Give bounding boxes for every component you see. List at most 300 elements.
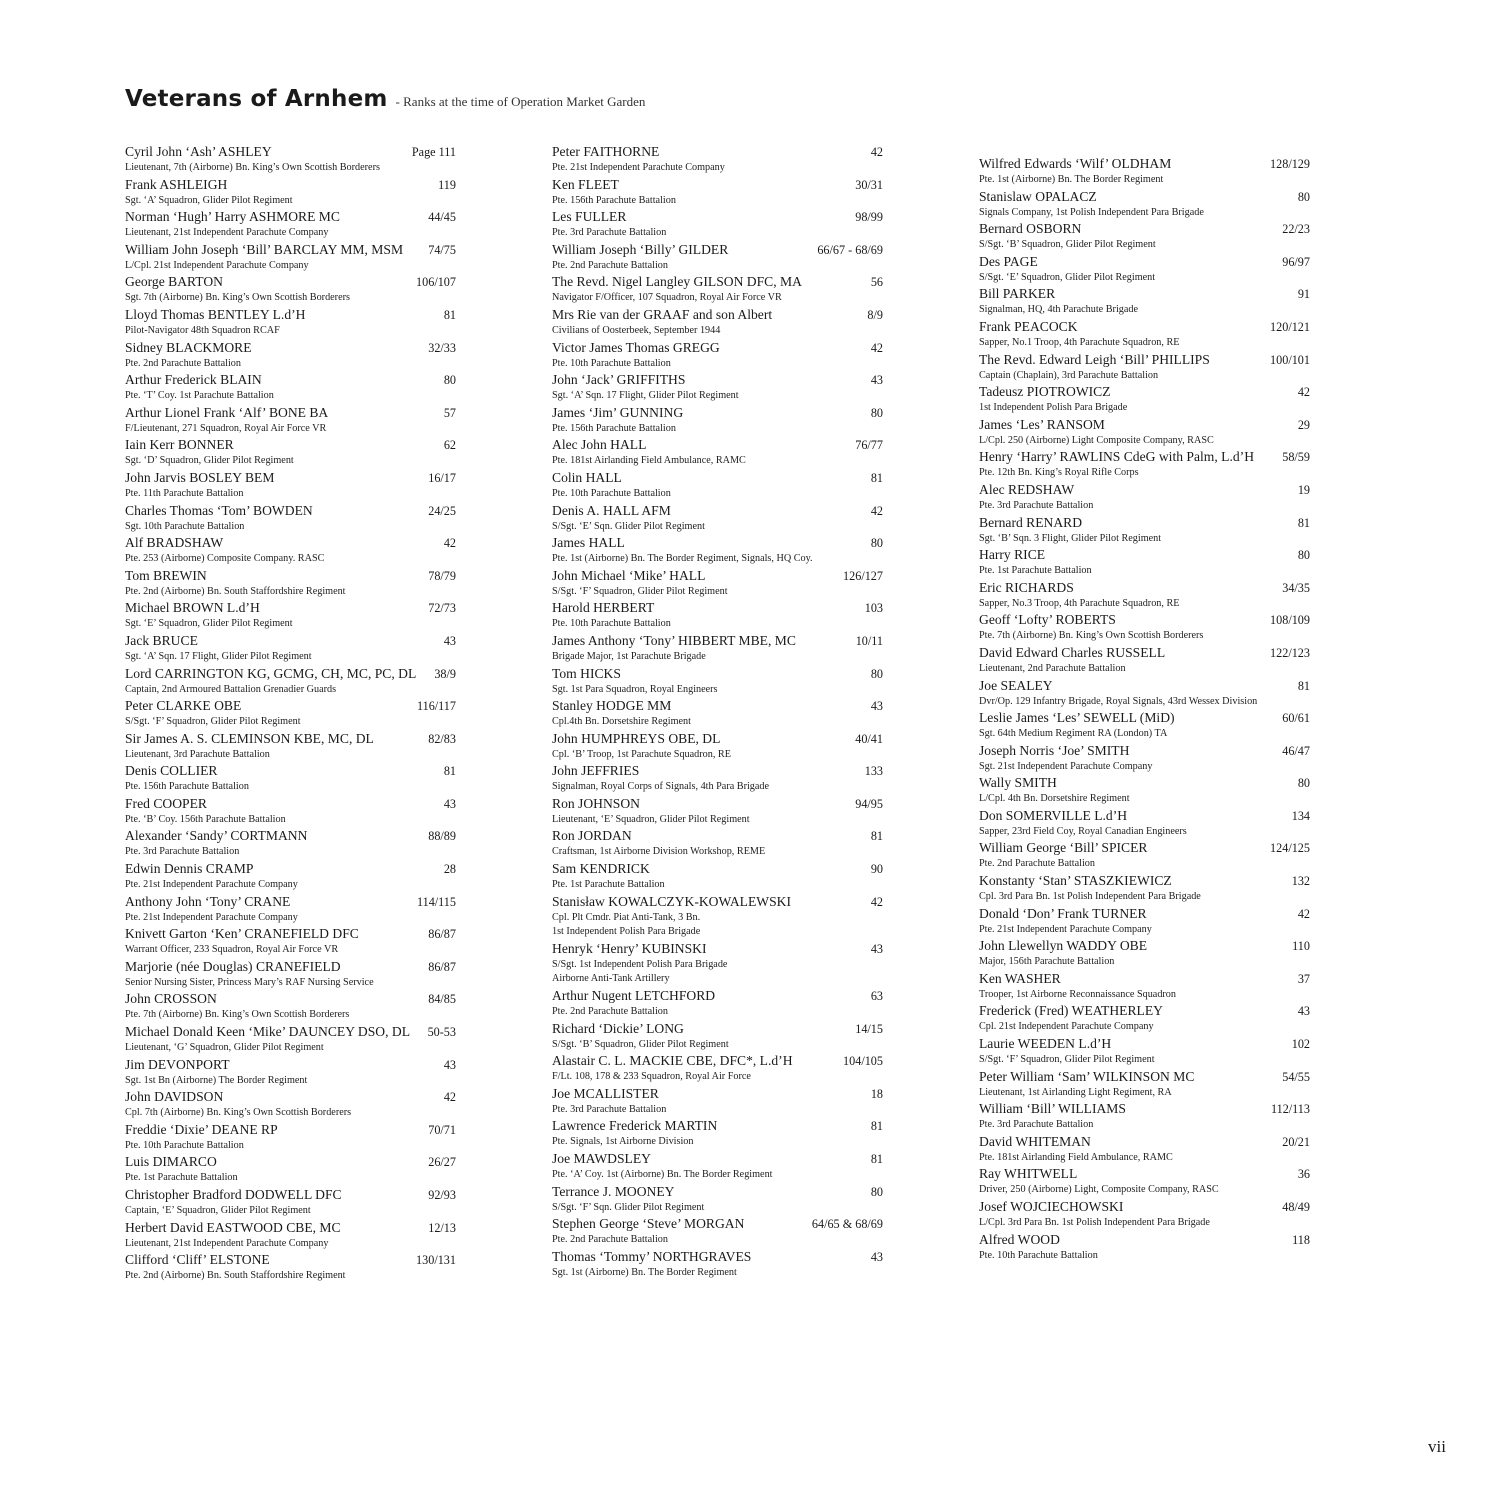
page-reference: 106/107	[416, 275, 456, 290]
page-subtitle: - Ranks at the time of Operation Market Garden	[395, 94, 646, 109]
veteran-entry-row	[552, 860, 883, 878]
veteran-name: Ken WASHER	[979, 970, 1061, 986]
veteran-entry	[979, 807, 1310, 840]
veteran-name: Alastair C. L. MACKIE CBE, DFC*, L.d’H	[552, 1053, 793, 1069]
veteran-name: Thomas ‘Tommy’ NORTHGRAVES	[552, 1248, 752, 1264]
veteran-name: Tom HICKS	[552, 665, 621, 681]
veteran-entry	[125, 1153, 456, 1186]
veteran-name: George BARTON	[125, 274, 223, 290]
veteran-name: Ray WHITWELL	[979, 1166, 1078, 1182]
veteran-entry	[552, 665, 883, 698]
veteran-entry-row	[125, 1153, 456, 1171]
veteran-name: John Michael ‘Mike’ HALL	[552, 567, 706, 583]
veteran-name: Lawrence Frederick MARTIN	[552, 1118, 718, 1134]
page-reference: 81	[443, 307, 456, 322]
veteran-rank-unit: F/Lt. 108, 178 & 233 Squadron, Royal Air Force	[552, 1071, 751, 1083]
veteran-name: Tom BREWIN	[125, 567, 207, 583]
veteran-name: Konstanty ‘Stan’ STASZKIEWICZ	[979, 873, 1172, 889]
veteran-entry	[125, 273, 456, 306]
veteran-rank-unit: Civilians of Oosterbeek, September 1944	[552, 324, 721, 336]
veteran-entry	[552, 730, 883, 763]
veteran-entry	[125, 697, 456, 730]
veteran-rank-unit: Pte. 10th Parachute Battalion	[979, 1249, 1098, 1261]
veteran-name: Donald ‘Don’ Frank TURNER	[979, 905, 1147, 921]
veteran-entry-row	[125, 534, 456, 552]
veteran-entry	[979, 742, 1310, 775]
veteran-rank-unit: Pte. 12th Bn. King’s Royal Rifle Corps	[979, 467, 1139, 479]
veteran-rank-unit: Pte. 2nd Parachute Battalion	[552, 259, 668, 271]
veteran-entry-row	[125, 143, 456, 161]
veteran-rank-unit: Sgt. ‘B’ Sqn. 3 Flight, Glider Pilot Regiment	[979, 532, 1162, 544]
veteran-entry-row	[552, 143, 883, 161]
veteran-entry	[979, 514, 1310, 547]
veteran-entry-row	[125, 795, 456, 813]
veteran-entry-row	[979, 253, 1310, 271]
veteran-rank-unit: F/Lieutenant, 271 Squadron, Royal Air Force VR	[125, 422, 327, 434]
veteran-entry-row	[979, 514, 1310, 532]
veteran-entry-row	[979, 970, 1310, 988]
page-reference: 76/77	[855, 438, 883, 453]
page-reference: 16/17	[428, 470, 456, 485]
veteran-entry-row	[125, 469, 456, 487]
veteran-name: Lord CARRINGTON KG, GCMG, CH, MC, PC, DL	[125, 665, 417, 681]
veteran-name: Sidney BLACKMORE	[125, 339, 252, 355]
page-reference: 80	[1297, 548, 1310, 563]
veteran-rank-unit: S/Sgt. ‘F’ Squadron, Glider Pilot Regiment	[979, 1054, 1155, 1066]
veteran-entry	[979, 1165, 1310, 1198]
veteran-name: Alec John HALL	[552, 437, 647, 453]
veteran-entry	[552, 404, 883, 437]
veteran-name: Eric RICHARDS	[979, 579, 1074, 595]
veteran-entry	[552, 987, 883, 1020]
veteran-entry	[552, 1085, 883, 1118]
veteran-name: Josef WOJCIECHOWSKI	[979, 1199, 1124, 1214]
page-reference: 20/21	[1282, 1134, 1310, 1149]
veteran-rank-unit: Pte. 10th Parachute Battalion	[552, 357, 671, 369]
page-reference: 98/99	[855, 210, 883, 225]
veteran-name: Bernard OSBORN	[979, 221, 1082, 237]
veteran-rank-unit: Pte. 181st Airlanding Field Ambulance, RAMC	[979, 1151, 1173, 1163]
veteran-rank-unit: Lieutenant, 3rd Parachute Battalion	[125, 748, 270, 760]
veteran-entry	[979, 1100, 1310, 1133]
veteran-rank-unit: Signalman, Royal Corps of Signals, 4th Para Brigade	[552, 781, 770, 793]
page-reference: 72/73	[428, 601, 456, 616]
veteran-entry	[125, 176, 456, 209]
veteran-entry	[979, 937, 1310, 970]
veteran-entry	[125, 827, 456, 860]
veteran-rank-unit: Cpl. 7th (Airborne) Bn. King’s Own Scottish Borderers	[125, 1107, 352, 1119]
veteran-rank-unit: Pte. 7th (Airborne) Bn. King’s Own Scottish Borderers	[979, 630, 1204, 642]
veteran-entry-row	[125, 958, 456, 976]
page-reference: 110	[1292, 939, 1310, 954]
page-reference: 81	[443, 764, 456, 779]
veteran-rank-unit: Pte. 253 (Airborne) Composite Company. RASC	[125, 553, 325, 565]
veteran-entry-row	[125, 1088, 456, 1106]
page-reference: 43	[870, 699, 883, 714]
veteran-rank-unit: Pte. 21st Independent Parachute Company	[979, 923, 1152, 935]
veteran-rank-unit: Major, 156th Parachute Battalion	[979, 956, 1115, 968]
veteran-entry-row	[552, 567, 883, 585]
veteran-entry	[979, 416, 1310, 449]
veteran-rank-unit: Lieutenant, 21st Independent Parachute Company	[125, 1237, 329, 1249]
veteran-name: David Edward Charles RUSSELL	[979, 644, 1166, 660]
veteran-entry-row	[979, 709, 1310, 727]
veteran-name: John Llewellyn WADDY OBE	[979, 938, 1148, 954]
veteran-rank-unit: Sgt. 7th (Airborne) Bn. King’s Own Scottish Borderers	[125, 292, 350, 304]
veteran-name: William George ‘Bill’ SPICER	[979, 840, 1148, 856]
veteran-name: Ron JOHNSON	[552, 795, 640, 811]
veteran-entry-row	[979, 579, 1310, 597]
veteran-name: Mrs Rie van der GRAAF and son Albert	[552, 306, 773, 322]
veteran-entry-row	[125, 1219, 456, 1237]
page-reference: 86/87	[428, 959, 456, 974]
veteran-rank-unit: Pte. 3rd Parachute Battalion	[979, 499, 1094, 511]
page-reference: 46/47	[1282, 743, 1310, 758]
veteran-entry-row	[552, 208, 883, 226]
veteran-entry-row	[125, 697, 456, 715]
veteran-entry	[125, 958, 456, 991]
page-reference: 42	[443, 536, 456, 551]
veteran-entry-row	[979, 416, 1310, 434]
page-reference: 12/13	[428, 1220, 456, 1235]
veteran-entry-row	[125, 371, 456, 389]
page-reference: 116/117	[416, 699, 456, 714]
veteran-name: Norman ‘Hugh’ Harry ASHMORE MC	[125, 209, 340, 225]
veteran-name: Joseph Norris ‘Joe’ SMITH	[979, 742, 1130, 758]
veteran-entry	[125, 567, 456, 600]
veteran-entry	[125, 306, 456, 339]
veteran-entry	[552, 1150, 883, 1183]
veteran-entry	[552, 893, 883, 940]
veteran-rank-unit: Pte. ‘B’ Coy. 156th Parachute Battalion	[125, 813, 286, 825]
veteran-rank-unit: Warrant Officer, 233 Squadron, Royal Air Force VR	[125, 944, 339, 956]
page-reference: 54/55	[1282, 1069, 1310, 1084]
veteran-rank-unit: Navigator F/Officer, 107 Squadron, Royal Air Force VR	[552, 292, 782, 304]
veteran-entry-row	[979, 1035, 1310, 1053]
veteran-entry-row	[552, 632, 883, 650]
veteran-rank-unit: Sgt. 21st Independent Parachute Company	[979, 760, 1153, 772]
veteran-entry	[979, 1002, 1310, 1035]
veteran-entry-row	[125, 208, 456, 226]
veteran-entry-row	[979, 611, 1310, 629]
veteran-rank-unit: Pte. 2nd Parachute Battalion	[125, 357, 241, 369]
veteran-name: Leslie James ‘Les’ SEWELL (MiD)	[979, 710, 1175, 726]
veteran-entry-row	[979, 481, 1310, 499]
veteran-rank-unit: Sgt. 10th Parachute Battalion	[125, 520, 245, 532]
veteran-rank-unit: Pte. 1st Parachute Battalion	[552, 879, 665, 891]
veteran-entry-row	[979, 1165, 1310, 1183]
page-reference: 34/35	[1282, 580, 1310, 595]
veteran-rank-unit: Sapper, 23rd Field Coy, Royal Canadian Engineers	[979, 825, 1187, 837]
page-reference: 42	[443, 1090, 456, 1105]
veteran-entry-row	[979, 546, 1310, 564]
veteran-name: Arthur Frederick BLAIN	[125, 372, 262, 388]
veteran-entry	[979, 839, 1310, 872]
page-reference: 44/45	[428, 210, 456, 225]
veteran-entry	[552, 940, 883, 987]
veteran-rank-unit: Cpl. Plt Cmdr. Piat Anti-Tank, 3 Bn.	[552, 911, 701, 923]
page-reference: 81	[870, 829, 883, 844]
veteran-name: Michael Donald Keen ‘Mike’ DAUNCEY DSO, DL	[125, 1024, 411, 1040]
veteran-rank-unit: Trooper, 1st Airborne Reconnaissance Squadron	[979, 988, 1176, 1000]
veteran-name: Edwin Dennis CRAMP	[125, 861, 254, 877]
veteran-entry	[125, 143, 456, 176]
veteran-rank-unit: Sgt. ‘A’ Sqn. 17 Flight, Glider Pilot Regiment	[552, 390, 739, 402]
veteran-rank-unit: Sgt. 1st (Airborne) Bn. The Border Regiment	[552, 1266, 737, 1278]
veteran-name: Wally SMITH	[979, 775, 1057, 791]
page-header	[125, 86, 645, 112]
veteran-entry	[552, 1215, 883, 1248]
page-reference: 43	[443, 1057, 456, 1072]
veteran-entry-row	[552, 1117, 883, 1135]
veteran-entry	[552, 1117, 883, 1150]
page-reference: 24/25	[428, 503, 456, 518]
page-reference: 26/27	[428, 1155, 456, 1170]
veteran-name: James Anthony ‘Tony’ HIBBERT MBE, MC	[552, 632, 796, 648]
veteran-name: Laurie WEEDEN L.d’H	[979, 1036, 1112, 1052]
page-reference: 114/115	[416, 894, 456, 909]
veteran-rank-unit: 1st Independent Polish Para Brigade	[979, 402, 1128, 414]
veteran-entry	[552, 469, 883, 502]
veteran-rank-unit: Pilot-Navigator 48th Squadron RCAF	[125, 324, 280, 336]
veteran-name: David WHITEMAN	[979, 1133, 1091, 1149]
veteran-rank-unit: Lieutenant, 7th (Airborne) Bn. King’s Own Scottish Borderers	[125, 162, 380, 173]
veteran-entry-row	[552, 502, 883, 520]
page-reference: 60/61	[1282, 711, 1310, 726]
veteran-name: John JEFFRIES	[552, 763, 640, 779]
veteran-name: John HUMPHREYS OBE, DL	[552, 730, 721, 746]
veteran-rank-unit: Pte. 2nd (Airborne) Bn. South Staffordshire Regiment	[125, 1270, 346, 1282]
veteran-entry-row	[979, 1133, 1310, 1151]
veteran-rank-unit: S/Sgt. ‘B’ Squadron, Glider Pilot Regiment	[979, 239, 1156, 251]
page-reference: 30/31	[855, 177, 883, 192]
veteran-entry-row	[979, 644, 1310, 662]
veteran-name: Des PAGE	[979, 253, 1038, 269]
veteran-name: Jack BRUCE	[125, 632, 198, 648]
veteran-name: The Revd. Edward Leigh ‘Bill’ PHILLIPS	[979, 351, 1210, 367]
veteran-rank-unit: Airborne Anti-Tank Artillery	[552, 973, 670, 985]
veteran-rank-unit: Signalman, HQ, 4th Parachute Brigade	[979, 304, 1139, 316]
veteran-entry	[552, 762, 883, 795]
veteran-entry-row	[125, 860, 456, 878]
veteran-name: Alf BRADSHAW	[125, 535, 224, 551]
veteran-name: Michael BROWN L.d’H	[125, 600, 260, 616]
veteran-entry	[125, 925, 456, 958]
veteran-entry-row	[552, 469, 883, 487]
page-reference: 81	[1297, 678, 1310, 693]
veteran-entry	[125, 208, 456, 241]
veteran-entry	[552, 371, 883, 404]
veteran-entry-row	[552, 893, 883, 911]
page-reference: 64/65 & 68/69	[811, 1217, 883, 1232]
veteran-rank-unit: Pte. 2nd Parachute Battalion	[552, 1006, 668, 1018]
veteran-name: John Jarvis BOSLEY BEM	[125, 469, 275, 485]
veteran-entry	[552, 1183, 883, 1216]
veteran-name: Arthur Nugent LETCHFORD	[552, 988, 716, 1004]
veteran-rank-unit: 1st Independent Polish Para Brigade	[552, 926, 701, 938]
page-reference: 43	[870, 1249, 883, 1264]
veteran-entry	[125, 990, 456, 1023]
veteran-entry	[979, 481, 1310, 514]
veteran-entry	[125, 1219, 456, 1252]
veteran-entry-row	[125, 827, 456, 845]
page-reference: 128/129	[1270, 157, 1310, 171]
veteran-entry-row	[125, 306, 456, 324]
veteran-name: Stanislaw OPALACZ	[979, 188, 1097, 204]
page-reference: 134	[1291, 808, 1310, 823]
veteran-rank-unit: Pte. 21st Independent Parachute Company	[552, 162, 725, 173]
veteran-entry	[125, 371, 456, 404]
veteran-rank-unit: Lieutenant, 1st Airlanding Light Regiment, RA	[979, 1086, 1172, 1098]
veteran-entry-row	[125, 1121, 456, 1139]
page-reference: 56	[870, 275, 883, 290]
veteran-name: John DAVIDSON	[125, 1089, 224, 1105]
page-reference: 133	[864, 764, 883, 779]
veteran-rank-unit: Pte. 10th Parachute Battalion	[552, 487, 671, 499]
veteran-entry	[125, 665, 456, 698]
page-reference: 43	[1297, 1004, 1310, 1019]
veteran-entry	[125, 893, 456, 926]
page-reference: 37	[1297, 971, 1310, 986]
page-reference: 81	[870, 470, 883, 485]
veteran-entry-row	[125, 1186, 456, 1204]
page-title: Veterans of Arnhem	[125, 86, 388, 112]
veteran-rank-unit: L/Cpl. 250 (Airborne) Light Composite Company, RASC	[979, 434, 1214, 446]
page-reference: 29	[1297, 417, 1310, 432]
veteran-rank-unit: Pte. 2nd Parachute Battalion	[552, 1234, 668, 1246]
veteran-entry-row	[979, 1068, 1310, 1086]
veteran-rank-unit: Captain (Chaplain), 3rd Parachute Battalion	[979, 369, 1159, 381]
veteran-rank-unit: S/Sgt. 1st Independent Polish Para Brigade	[552, 958, 728, 970]
veteran-entry-row	[552, 940, 883, 958]
veteran-entry	[125, 632, 456, 665]
veteran-entry-row	[979, 872, 1310, 890]
veteran-name: Joe MCALLISTER	[552, 1085, 659, 1101]
veteran-entry	[979, 253, 1310, 286]
veteran-entry-row	[125, 436, 456, 454]
veteran-entry-row	[552, 697, 883, 715]
veteran-entry-row	[552, 599, 883, 617]
veteran-rank-unit: Sgt. 1st Bn (Airborne) The Border Regiment	[125, 1074, 308, 1086]
veteran-rank-unit: Pte. 156th Parachute Battalion	[552, 422, 676, 434]
veteran-entry-row	[552, 306, 883, 324]
veteran-rank-unit: Lieutenant, ‘G’ Squadron, Glider Pilot Regiment	[125, 1042, 324, 1054]
veteran-name: Luis DIMARCO	[125, 1154, 217, 1170]
page-reference: 43	[443, 796, 456, 811]
page-reference: 119	[438, 177, 456, 192]
veteran-name: Wilfred Edwards ‘Wilf’ OLDHAM	[979, 156, 1172, 171]
veteran-name: Peter William ‘Sam’ WILKINSON MC	[979, 1068, 1195, 1084]
veteran-rank-unit: Pte. Signals, 1st Airborne Division	[552, 1136, 694, 1148]
veteran-name: Denis COLLIER	[125, 763, 218, 779]
veteran-entry	[125, 1251, 456, 1284]
veteran-entry-row	[979, 318, 1310, 336]
veteran-name: Richard ‘Dickie’ LONG	[552, 1020, 684, 1036]
veteran-name: Joe MAWDSLEY	[552, 1151, 651, 1166]
veteran-entry	[979, 905, 1310, 938]
veteran-entry-row	[979, 383, 1310, 401]
page-reference: 36	[1297, 1167, 1310, 1182]
veteran-name: John CROSSON	[125, 991, 217, 1007]
veteran-entry-row	[552, 762, 883, 780]
page-reference: 58/59	[1282, 450, 1310, 465]
veteran-rank-unit: S/Sgt. ‘E’ Squadron, Glider Pilot Regiment	[979, 271, 1156, 283]
veteran-name: Knivett Garton ‘Ken’ CRANEFIELD DFC	[125, 926, 359, 942]
veteran-entry-row	[979, 807, 1310, 825]
page-reference: 96/97	[1282, 254, 1310, 269]
veteran-entry	[552, 599, 883, 632]
page-reference: 10/11	[855, 633, 883, 648]
page-reference: 81	[870, 1119, 883, 1134]
veteran-entry	[552, 697, 883, 730]
veteran-name: Terrance J. MOONEY	[552, 1183, 675, 1199]
veteran-entry-row	[552, 795, 883, 813]
veteran-entry	[979, 1231, 1310, 1264]
veteran-rank-unit: Pte. ‘A’ Coy. 1st (Airborne) Bn. The Border Regiment	[552, 1169, 773, 1180]
veteran-rank-unit: S/Sgt. ‘F’ Squadron, Glider Pilot Regiment	[552, 585, 728, 597]
veteran-entry-row	[552, 273, 883, 291]
page-reference: 62	[443, 438, 456, 453]
veteran-name: Joe SEALEY	[979, 677, 1053, 693]
veteran-entry-row	[552, 827, 883, 845]
veteran-rank-unit: Pte. 3rd Parachute Battalion	[979, 1119, 1094, 1131]
page-reference: 22/23	[1282, 222, 1310, 237]
veteran-name: James ‘Jim’ GUNNING	[552, 404, 684, 420]
veteran-entry-row	[552, 1215, 883, 1233]
page-reference: 104/105	[843, 1054, 883, 1069]
veteran-entry	[125, 1186, 456, 1219]
veteran-name: Henry ‘Harry’ RAWLINS CdeG with Palm, L.d’H	[979, 449, 1255, 465]
veteran-rank-unit: Lieutenant, ‘E’ Squadron, Glider Pilot Regiment	[552, 813, 750, 825]
veteran-name: Frank ASHLEIGH	[125, 176, 228, 192]
veterans-column-2	[552, 143, 883, 1280]
veteran-entry	[552, 567, 883, 600]
veteran-rank-unit: Sapper, No.1 Troop, 4th Parachute Squadron, RE	[979, 336, 1180, 348]
veteran-entry	[552, 143, 883, 176]
veteran-entry-row	[125, 1251, 456, 1269]
veterans-column-3	[979, 155, 1310, 1263]
page-reference: 120/121	[1270, 319, 1310, 334]
veteran-rank-unit: Pte. 1st Parachute Battalion	[125, 1172, 238, 1184]
page-reference: 14/15	[855, 1021, 883, 1036]
veteran-name: William John Joseph ‘Bill’ BARCLAY MM, MSM	[125, 241, 404, 257]
veteran-entry-row	[125, 632, 456, 650]
veteran-entry	[552, 306, 883, 339]
veteran-entry-row	[125, 1056, 456, 1074]
page-reference: 122/123	[1270, 645, 1310, 660]
page-reference: 28	[443, 862, 456, 877]
veteran-entry-row	[979, 188, 1310, 206]
page-reference: 42	[1297, 906, 1310, 921]
veteran-name: Fred COOPER	[125, 795, 207, 811]
veteran-rank-unit: Pte. 156th Parachute Battalion	[552, 194, 676, 206]
veteran-entry	[979, 220, 1310, 253]
veteran-entry-row	[552, 1020, 883, 1038]
veteran-name: Frank PEACOCK	[979, 318, 1078, 334]
veteran-entry	[552, 827, 883, 860]
veteran-rank-unit: Cpl. 21st Independent Parachute Company	[979, 1021, 1154, 1033]
veteran-rank-unit: Pte. 10th Parachute Battalion	[552, 618, 671, 630]
page-reference: 19	[1297, 482, 1310, 497]
veteran-name: Bernard RENARD	[979, 514, 1083, 530]
veteran-entry-row	[125, 762, 456, 780]
veteran-entry	[979, 1133, 1310, 1166]
veteran-entry-row	[979, 155, 1310, 173]
veteran-entry	[552, 208, 883, 241]
page-reference: 86/87	[428, 927, 456, 942]
veteran-rank-unit: Pte. 3rd Parachute Battalion	[552, 1103, 667, 1115]
veteran-name: The Revd. Nigel Langley GILSON DFC, MA	[552, 274, 802, 290]
